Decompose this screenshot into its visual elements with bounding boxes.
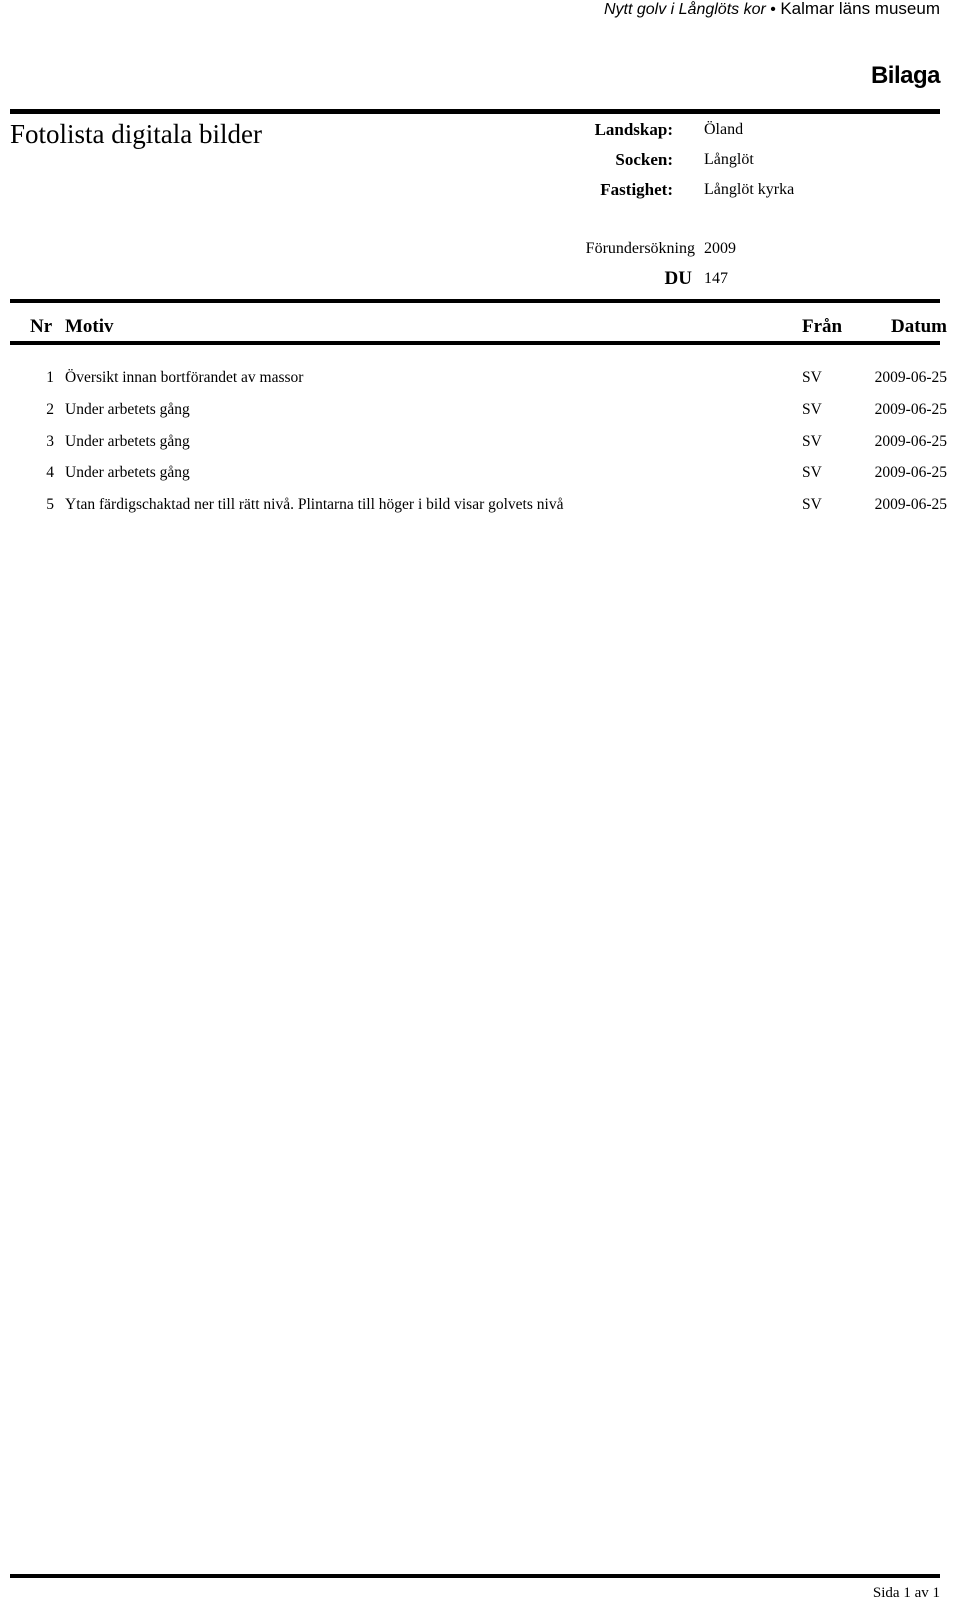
- column-header-motiv: Motiv: [65, 316, 114, 337]
- investigation-year: 2009: [704, 240, 736, 257]
- row-motiv: Under arbetets gång: [65, 401, 190, 418]
- table-header-rule: [10, 341, 940, 345]
- page-number: Sida 1 av 1: [872, 1585, 940, 1601]
- row-motiv: Översikt innan bortförandet av massor: [65, 369, 304, 386]
- row-fran: SV: [802, 464, 822, 481]
- field-value-socken: Långlöt: [704, 151, 754, 168]
- row-fran: SV: [802, 369, 822, 386]
- table-top-rule: [10, 299, 940, 303]
- row-datum: 2009-06-25: [874, 401, 947, 418]
- row-nr: 4: [46, 464, 54, 481]
- table-row: [0, 464, 960, 488]
- row-nr: 1: [46, 369, 54, 386]
- field-value-fastighet: Långlöt kyrka: [704, 181, 795, 198]
- du-value: 147: [704, 270, 728, 287]
- du-label: DU: [664, 268, 692, 289]
- field-label-socken: Socken:: [615, 150, 673, 169]
- column-header-datum: Datum: [891, 316, 947, 337]
- field-value-landskap: Öland: [704, 121, 744, 138]
- header-separator: •: [770, 1, 776, 18]
- row-motiv: Under arbetets gång: [65, 464, 190, 481]
- row-fran: SV: [802, 496, 822, 513]
- table-row: [0, 496, 960, 520]
- row-nr: 2: [46, 401, 54, 418]
- top-rule: [10, 109, 940, 114]
- investigation-label: Förundersökning: [585, 240, 695, 257]
- field-label-fastighet: Fastighet:: [600, 180, 673, 199]
- table-row: [0, 401, 960, 425]
- row-fran: SV: [802, 401, 822, 418]
- field-label-landskap: Landskap:: [594, 120, 673, 139]
- document-title: Nytt golv i Långlöts kor: [603, 1, 766, 18]
- row-nr: 5: [46, 496, 54, 513]
- row-nr: 3: [46, 433, 54, 450]
- row-motiv: Under arbetets gång: [65, 433, 190, 450]
- table-row: [0, 369, 960, 393]
- row-datum: 2009-06-25: [874, 496, 947, 513]
- footer-rule: [10, 1574, 940, 1578]
- row-datum: 2009-06-25: [874, 433, 947, 450]
- table-row: [0, 433, 960, 457]
- running-header: [604, 0, 940, 19]
- row-datum: 2009-06-25: [874, 464, 947, 481]
- column-header-nr: Nr: [30, 316, 53, 337]
- row-motiv: Ytan färdigschaktad ner till rätt nivå. Plintarna till höger i bild visar golvets nivå: [65, 496, 564, 513]
- page-title: Fotolista digitala bilder: [10, 119, 262, 149]
- column-header-fran: Från: [802, 316, 843, 337]
- row-datum: 2009-06-25: [874, 369, 947, 386]
- row-fran: SV: [802, 433, 822, 450]
- attachment-label: Bilaga: [870, 62, 940, 89]
- organization-name: Kalmar läns museum: [780, 0, 940, 18]
